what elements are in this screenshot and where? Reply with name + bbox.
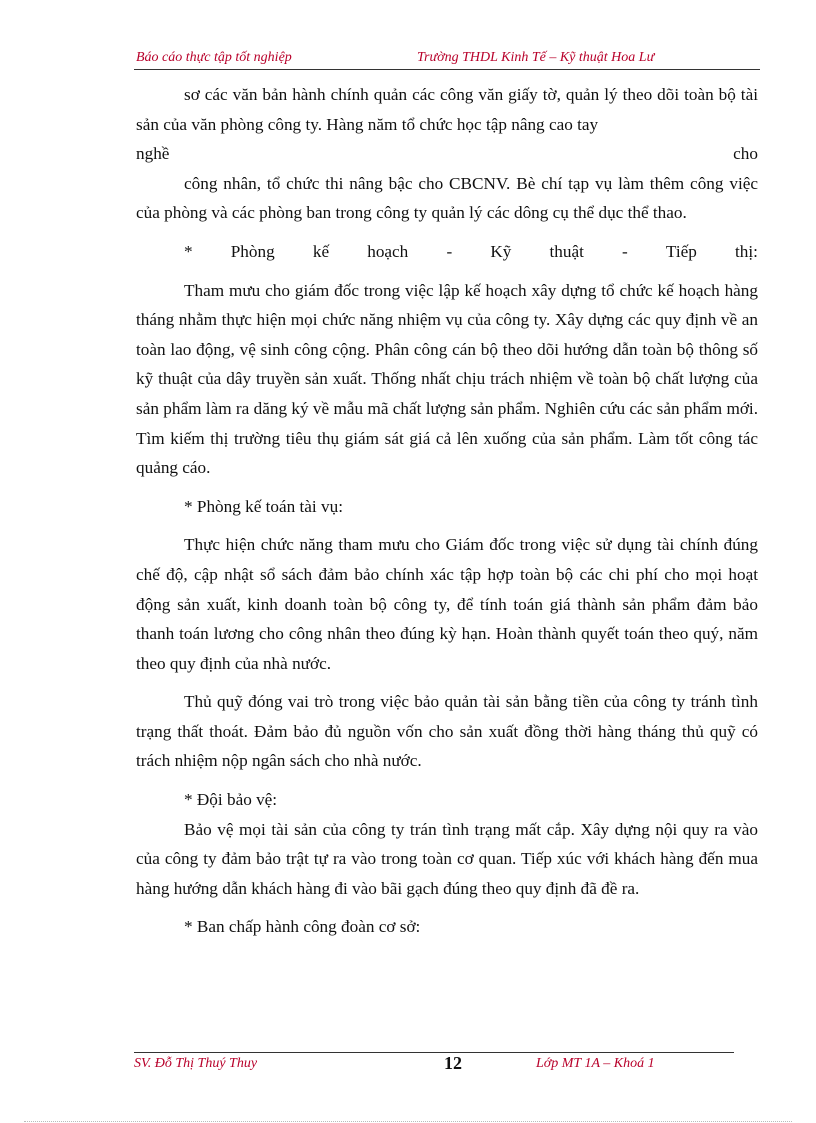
paragraph-1-end <box>136 139 758 169</box>
paragraph-4: Thực hiện chức năng tham mưu cho Giám đốc trong việc sử dụng tài chính đúng chế độ, cập nhật sổ sách đảm bảo chính xác tập hợp toàn bộ các chi phí cho mọi hoạt động sản xuất, kinh doanh toàn bộ công ty, để tính toán giá thành sản phẩm đảm bảo thanh toán lương cho công nhân theo đúng kỳ hạn. Hoàn thành quyết toán theo quý, năm theo quy định của nhà nước. <box>136 535 758 673</box>
paragraph-1: sơ các văn bản hành chính quản các công văn giấy tờ, quản lý theo dõi toàn bộ tài sản của văn phòng công ty. Hàng năm tổ chức học tập nâng cao tay <box>136 85 758 134</box>
footer-class-name: Lớp MT 1A – Khoá 1 <box>536 1056 655 1071</box>
heading-word: thị: <box>734 241 758 261</box>
page-header <box>134 49 760 70</box>
paragraph-3: Tham mưu cho giám đốc trong việc lập kế hoạch xây dựng tổ chức kế hoạch hàng tháng nhằm thực hiện mọi chức năng nhiệm vụ của công ty. Xây dựng các quy định về an toàn lao động, vệ sinh công cộng. Phân công cán bộ theo dõi hướng dẫn toàn bộ thông số kỹ thuật của dây truyền sản xuất. Thống nhất chịu trách nhiệm về toàn bộ chất lượng của sản phẩm làm ra dăng ký về mẫu mã chất lượng sản phẩm. Nghiên cứu các sản phẩm mới. Tìm kiếm thị trường tiêu thụ giám sát giá cả lên xuống của sản phẩm. Làm tốt công tác quảng cáo. <box>136 280 758 478</box>
heading-word: Kỹ <box>490 241 512 261</box>
heading-word: Tiếp <box>665 241 697 261</box>
paragraph-2: công nhân, tổ chức thi nâng bậc cho CBCNV. Bè chí tạp vụ làm thêm công việc của phòng và các phòng ban trong công ty quản lý các dông cụ thể dục thể thao. <box>136 173 758 223</box>
paragraph-1-end-b: cho <box>733 144 758 164</box>
paragraph-5: Thủ quỹ đóng vai trò trong việc bảo quản tài sản bằng tiền của công ty tránh tình trạng thất thoát. Đảm bảo đủ nguồn vốn cho sản xuất đồng thời hàng tháng thủ quỹ có trách nhiệm nộp ngân sách cho nhà nước. <box>136 692 758 771</box>
paragraph-6-text: Bảo vệ mọi tài sản của công ty trán tình trạng mất cắp. Xây dựng nội quy ra vào của công ty đảm bảo trật tự ra vào trong toàn cơ quan. Tiếp xúc với khách hàng đến mua hàng hướng dẫn khách hàng đi vào bãi gạch đúng theo quy định đã đề ra. <box>136 819 758 898</box>
header-school-name: Trường THDL Kinh Tế – Kỹ thuật Hoa Lư <box>417 50 655 65</box>
heading-planning-dept <box>136 237 758 267</box>
heading-word: - <box>622 241 628 261</box>
document-body <box>136 80 758 942</box>
heading-word: kế <box>312 241 330 261</box>
paragraph-1-end-a: nghề <box>136 144 170 164</box>
heading-security-team: * Đội bảo vệ: <box>184 790 278 810</box>
heading-accounting-dept: * Phòng kế toán tài vụ: <box>184 496 343 516</box>
header-report-title: Báo cáo thực tập tốt nghiệp <box>136 50 292 65</box>
page-edge-divider <box>24 1121 792 1122</box>
heading-word: - <box>446 241 453 261</box>
heading-word: Phòng <box>230 241 275 261</box>
heading-union-committee: * Ban chấp hành công đoàn cơ sở: <box>184 917 421 937</box>
heading-word: thuật <box>549 241 584 261</box>
heading-word: * <box>184 241 193 261</box>
heading-word: hoạch <box>367 241 409 261</box>
footer-divider <box>134 1052 734 1053</box>
page-number: 12 <box>444 1053 462 1073</box>
footer-student-name: SV. Đỗ Thị Thuý Thuy <box>134 1056 258 1071</box>
